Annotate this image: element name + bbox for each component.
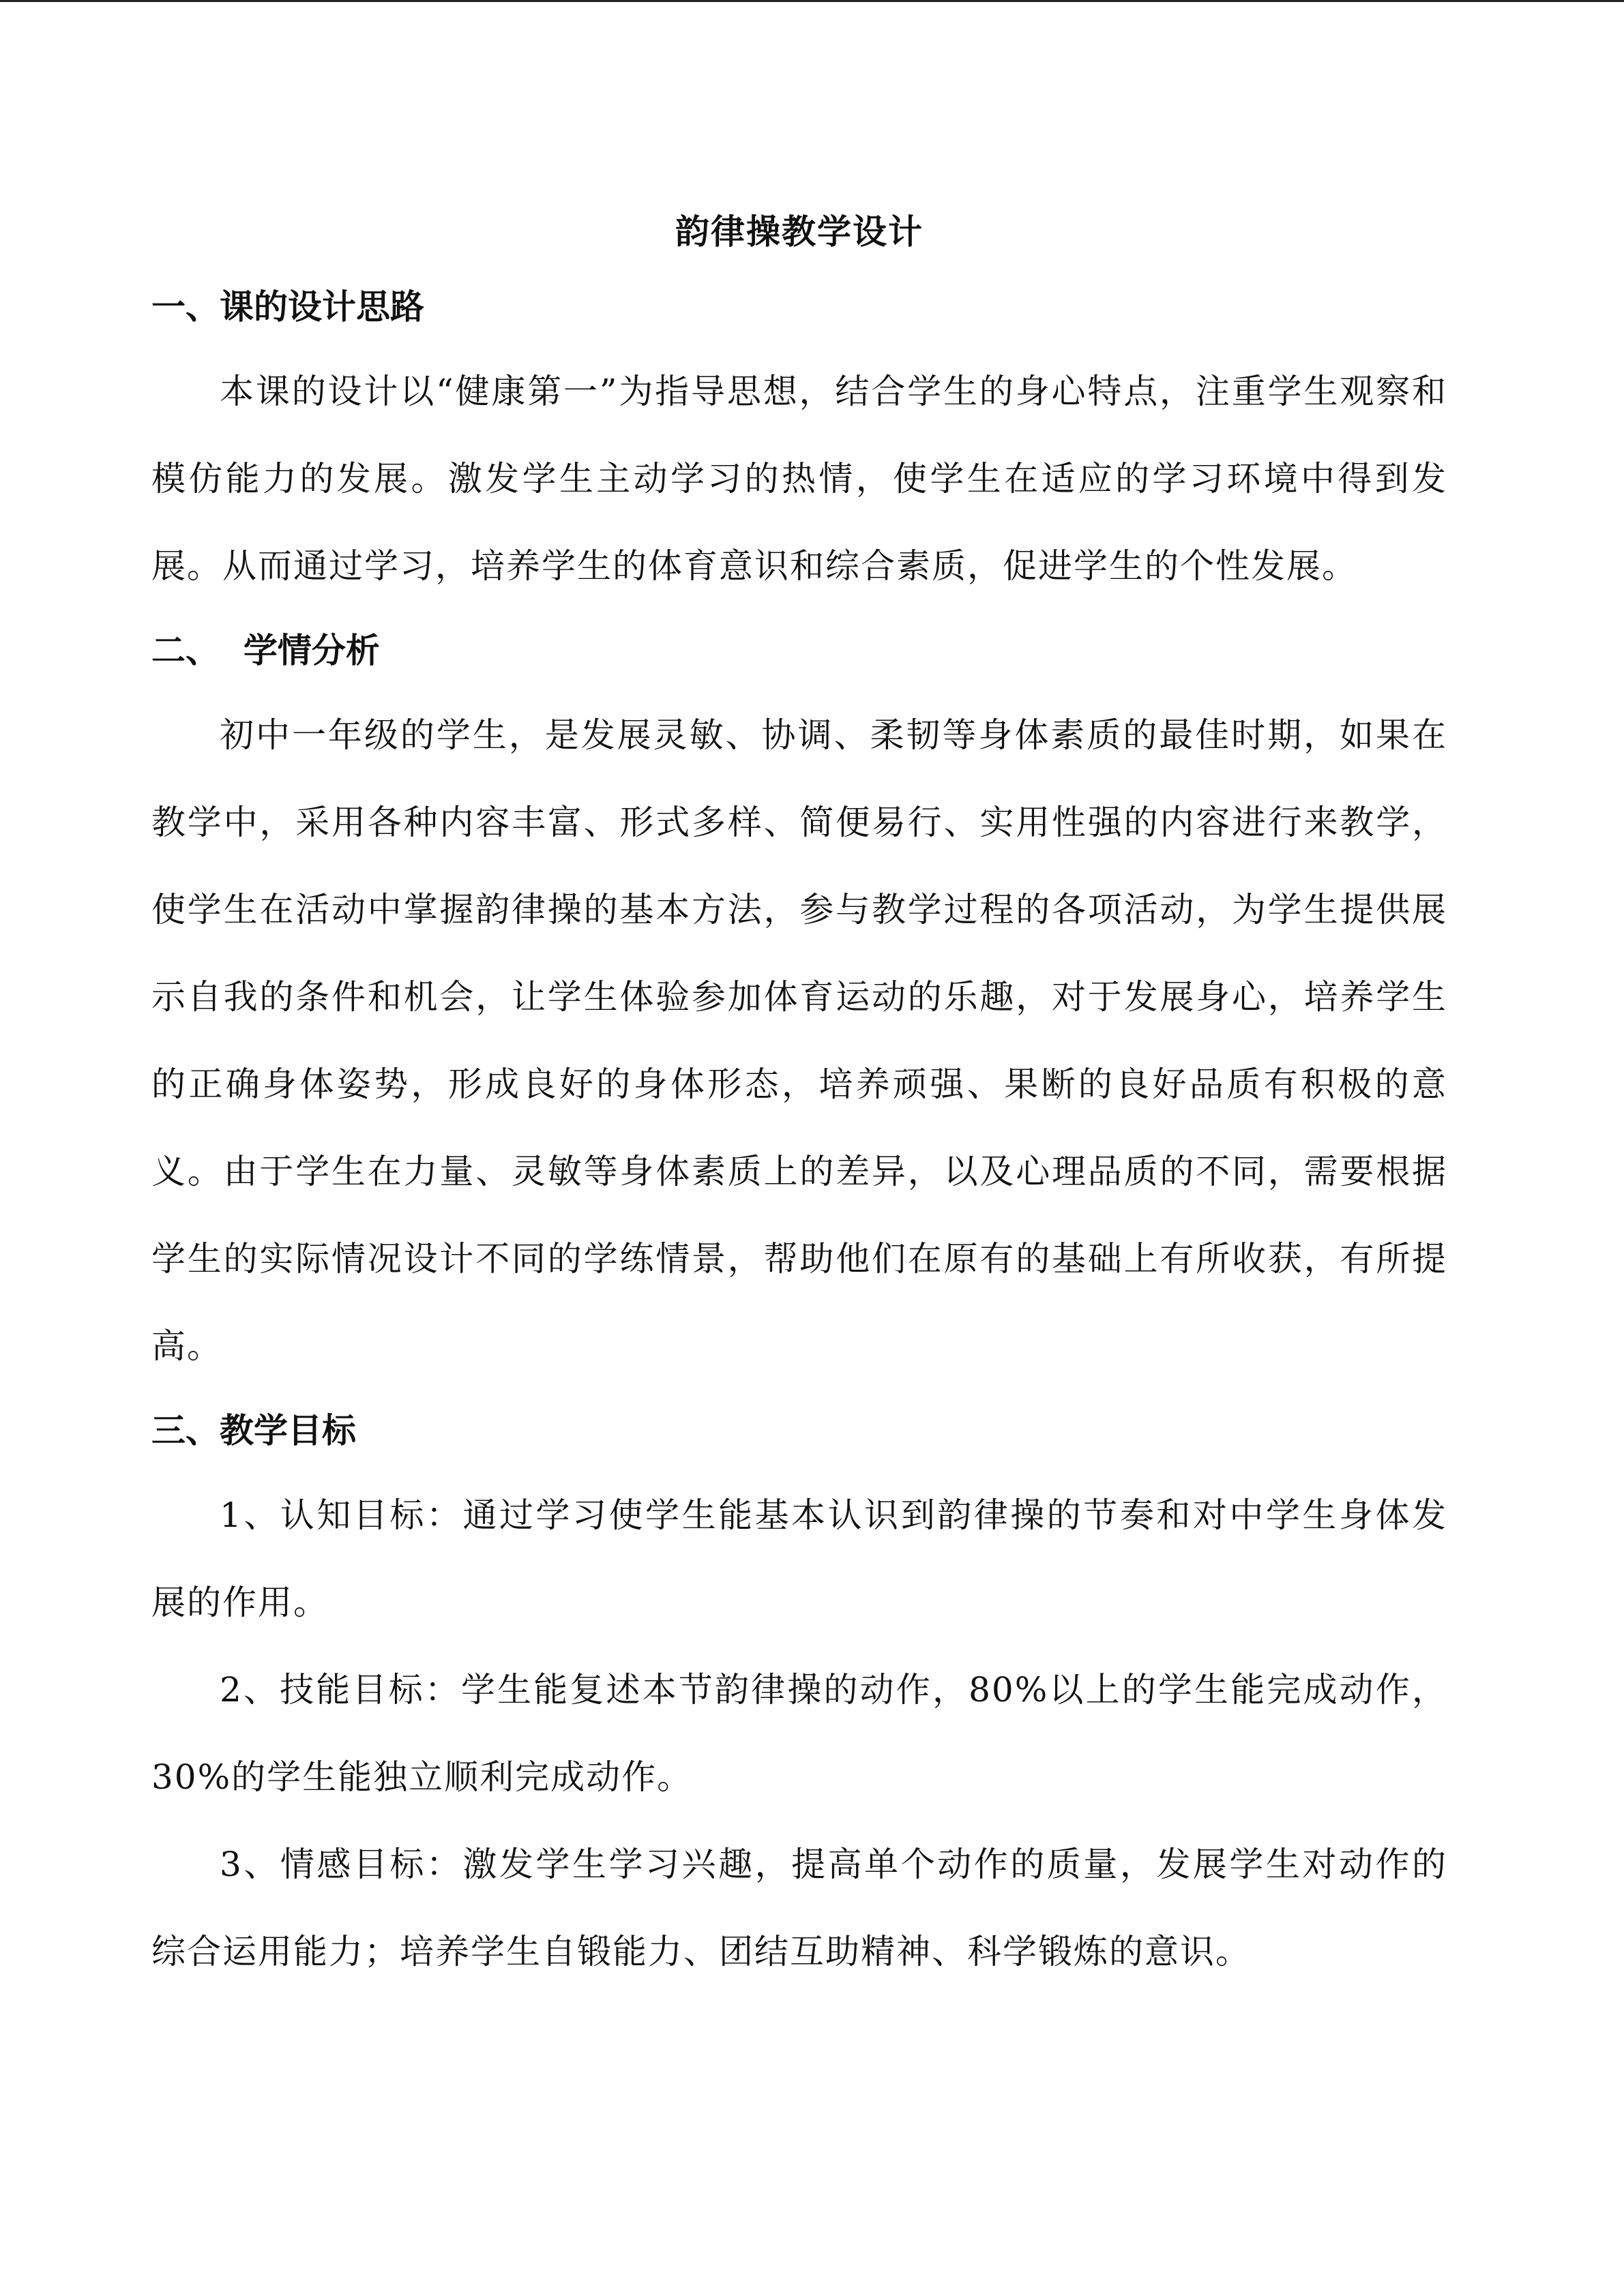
section-student-analysis xyxy=(151,623,1447,1390)
section-paragraph: 本课的设计以“健康第一”为指导思想，结合学生的身心特点，注重学生观察和模仿能力的发展。激发学生主动学习的热情，使学生在适应的学习环境中得到发展。从而通过学习，培养学生的体育意识和综合素质，促进学生的个性发展。 xyxy=(151,372,1447,586)
objective-cognitive: 1、认知目标：通过学习使学生能基本认识到韵律操的节奏和对中学生身体发展的作用。 xyxy=(151,1495,1447,1622)
objective-emotional: 3、情感目标：激发学生学习兴趣，提高单个动作的质量，发展学生对动作的综合运用能力；培养学生自锻能力、团结互助精神、科学锻炼的意识。 xyxy=(151,1845,1447,1971)
section-heading: 一、课的设计思路 xyxy=(151,286,424,327)
section-paragraph: 初中一年级的学生，是发展灵敏、协调、柔韧等身体素质的最佳时期，如果在教学中，采用各种内容丰富、形式多样、简便易行、实用性强的内容进行来教学，使学生在活动中掌握韵律操的基本方法，参与教学过程的各项活动，为学生提供展示自我的条件和机会，让学生体验参加体育运动的乐趣，对于发展身心，培养学生的正确身体姿势，形成良好的身体形态，培养顽强、果断的良好品质有积极的意义。由于学生在力量、灵敏等身体素质上的差异，以及心理品质的不同，需要根据学生的实际情况设计不同的学练情景，帮助他们在原有的基础上有所收获，有所提高。 xyxy=(151,715,1447,1366)
objective-skill: 2、技能目标：学生能复述本节韵律操的动作，80%以上的学生能完成动作，30%的学生能独立顺利完成动作。 xyxy=(151,1670,1447,1797)
document-page xyxy=(151,205,1447,1995)
section-heading: 三、教学目标 xyxy=(151,1410,356,1450)
section-heading: 二、 学情分析 xyxy=(151,630,380,670)
page-top-border xyxy=(0,0,1624,2)
document-title: 韵律操教学设计 xyxy=(675,211,924,252)
section-design-idea xyxy=(151,280,1447,610)
section-teaching-objectives xyxy=(151,1403,1447,1995)
